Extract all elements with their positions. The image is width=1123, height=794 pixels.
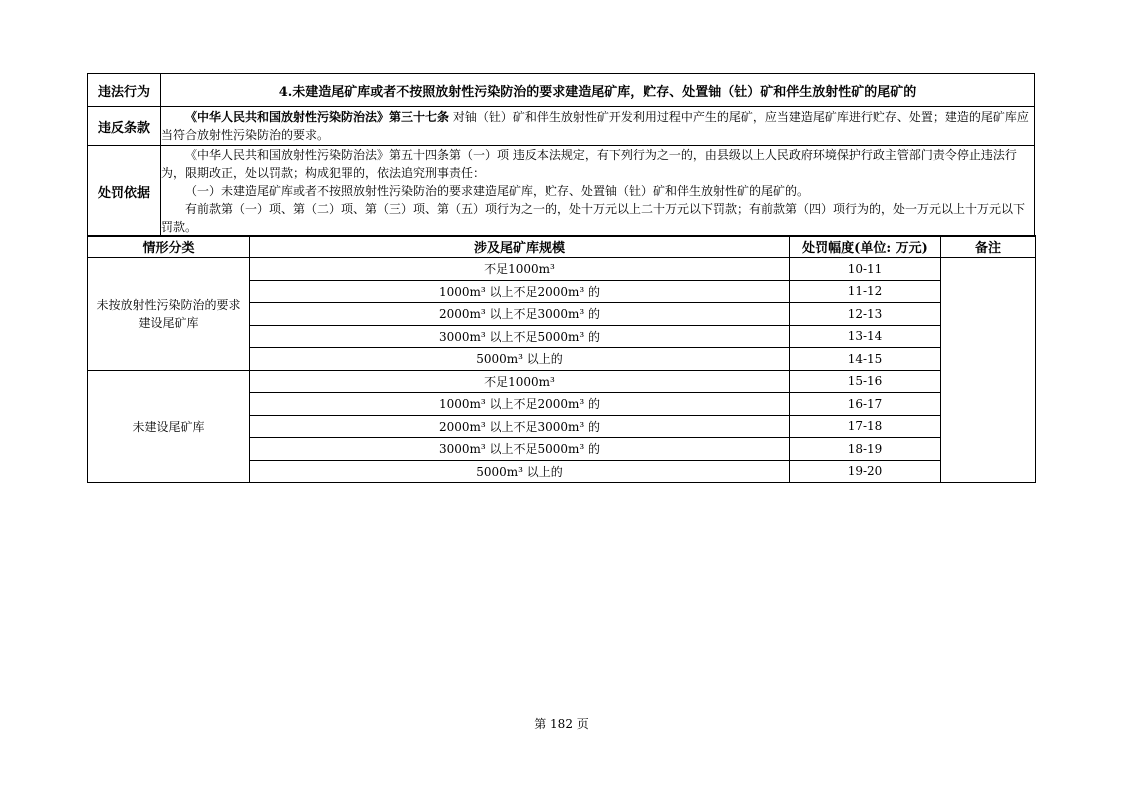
clause-text: 对铀（钍）矿和伴生放射性矿开发利用过程中产生的尾矿，应当建造尾矿库进行贮存、处置；建造的尾矿库应当符合放射性污染防治的要求。 bbox=[161, 110, 1029, 142]
clause-cell bbox=[161, 107, 1035, 146]
category-cell: 未按放射性污染防治的要求建设尾矿库 bbox=[88, 258, 250, 371]
range-cell: 15-16 bbox=[790, 370, 941, 393]
violation-info-table bbox=[87, 73, 1035, 237]
basis-cell bbox=[161, 146, 1035, 237]
range-cell: 19-20 bbox=[790, 460, 941, 483]
range-cell: 18-19 bbox=[790, 438, 941, 461]
range-cell: 16-17 bbox=[790, 393, 941, 416]
range-cell: 17-18 bbox=[790, 415, 941, 438]
col-header-scale: 涉及尾矿库规模 bbox=[250, 236, 790, 258]
table-row bbox=[88, 258, 1036, 281]
range-cell: 11-12 bbox=[790, 280, 941, 303]
col-header-remark: 备注 bbox=[941, 236, 1036, 258]
page-footer bbox=[0, 715, 1123, 732]
page-suffix: 页 bbox=[576, 717, 589, 731]
scale-cell: 不足1000m³ bbox=[250, 258, 790, 281]
page-prefix: 第 bbox=[534, 717, 547, 731]
range-cell: 14-15 bbox=[790, 348, 941, 371]
remark-cell bbox=[941, 258, 1036, 483]
scale-cell: 2000m³ 以上不足3000m³ 的 bbox=[250, 303, 790, 326]
scale-cell: 5000m³ 以上的 bbox=[250, 348, 790, 371]
scale-cell: 不足1000m³ bbox=[250, 370, 790, 393]
category-cell: 未建设尾矿库 bbox=[88, 370, 250, 483]
col-header-category: 情形分类 bbox=[88, 236, 250, 258]
range-cell: 10-11 bbox=[790, 258, 941, 281]
scale-cell: 3000m³ 以上不足5000m³ 的 bbox=[250, 438, 790, 461]
table-row bbox=[88, 370, 1036, 393]
page-number: 182 bbox=[550, 717, 573, 731]
basis-paragraph-2: （一）未建造尾矿库或者不按照放射性污染防治的要求建造尾矿库，贮存、处置铀（钍）矿和伴生放射性矿的尾矿的。 bbox=[185, 184, 810, 198]
row-label-violation: 违法行为 bbox=[88, 74, 161, 107]
violation-title: 4.未建造尾矿库或者不按照放射性污染防治的要求建造尾矿库，贮存、处置铀（钍）矿和伴生放射性矿的尾矿的 bbox=[161, 74, 1035, 107]
clause-law-name: 《中华人民共和国放射性污染防治法》第三十七条 bbox=[185, 110, 450, 124]
scale-cell: 3000m³ 以上不足5000m³ 的 bbox=[250, 325, 790, 348]
row-label-basis: 处罚依据 bbox=[88, 146, 161, 237]
grid-header-row bbox=[88, 236, 1036, 258]
basis-paragraph-1: 《中华人民共和国放射性污染防治法》第五十四条第（一）项 违反本法规定，有下列行为之一的，由县级以上人民政府环境保护行政主管部门责令停止违法行为，限期改正，处以罚款；构成犯罪的，依法追究刑事责任： bbox=[161, 148, 1017, 180]
range-cell: 13-14 bbox=[790, 325, 941, 348]
scale-cell: 2000m³ 以上不足3000m³ 的 bbox=[250, 415, 790, 438]
penalty-grid bbox=[87, 235, 1036, 483]
scale-cell: 5000m³ 以上的 bbox=[250, 460, 790, 483]
scale-cell: 1000m³ 以上不足2000m³ 的 bbox=[250, 393, 790, 416]
row-label-clause: 违反条款 bbox=[88, 107, 161, 146]
range-cell: 12-13 bbox=[790, 303, 941, 326]
basis-paragraph-3: 有前款第（一）项、第（二）项、第（三）项、第（五）项行为之一的，处十万元以上二十万元以下罚款；有前款第（四）项行为的，处一万元以上十万元以下罚款。 bbox=[161, 202, 1026, 234]
col-header-range: 处罚幅度(单位: 万元) bbox=[790, 236, 941, 258]
scale-cell: 1000m³ 以上不足2000m³ 的 bbox=[250, 280, 790, 303]
